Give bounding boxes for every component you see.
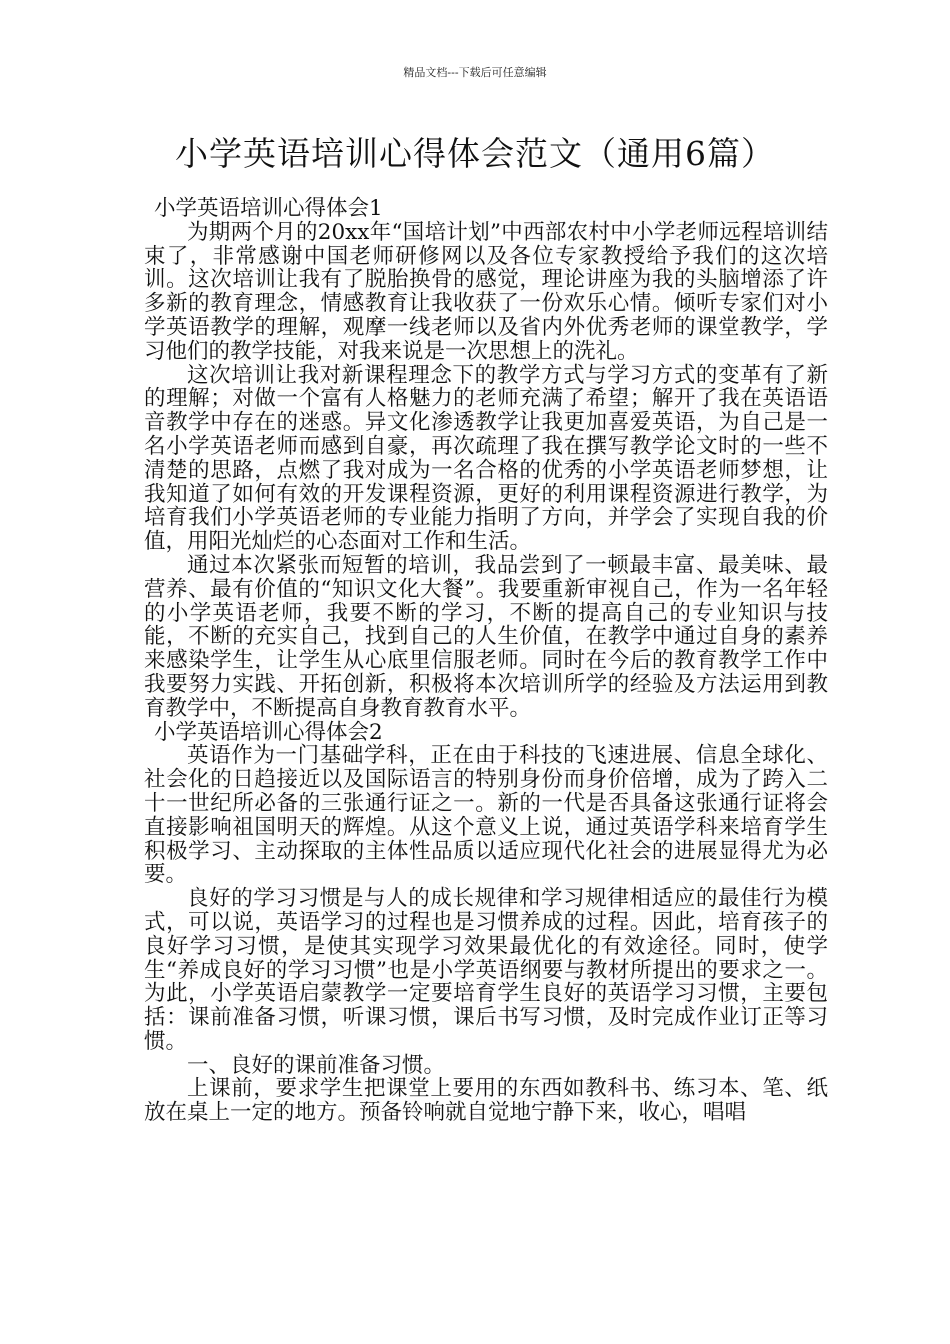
header-note: 精品文档---下载后可任意编辑 bbox=[403, 66, 547, 79]
paragraph: 良好的学习习惯是与人的成长规律和学习规律相适应的最佳行为模式，可以说，英语学习的过程也是习惯养成的过程。因此，培育孩子的良好学习习惯，是使其实现学习效果最优化的有效途径。同时，使学生“养成良好的学习习惯”也是小学英语纲要与教材所提出的要求之一。为此，小学英语启蒙教学一定要培育学生良好的英语学习习惯，主要包括：课前准备习惯，听课习惯，课后书写习惯，及时完成作业订正等习惯。 bbox=[144, 886, 828, 1054]
document-body bbox=[144, 197, 828, 1125]
paragraph: 这次培训让我对新课程理念下的教学方式与学习方式的变革有了新的理解；对做一个富有人格魅力的老师充满了希望；解开了我在英语语音教学中存在的迷惑。异文化渗透教学让我更加喜爱英语，为自己是一名小学英语老师而感到自豪，再次疏理了我在撰写教学论文时的一些不清楚的思路，点燃了我对成为一名合格的优秀的小学英语老师梦想，让我知道了如何有效的开发课程资源，更好的利用课程资源进行教学，为培育我们小学英语老师的专业能力指明了方向，并学会了实现自我的价值，用阳光灿烂的心态面对工作和生活。 bbox=[144, 362, 828, 555]
paragraph: 为期两个月的20xx年“国培计划”中西部农村中小学老师远程培训结束了，非常感谢中国老师研修网以及各位专家教授给予我们的这次培训。这次培训让我有了脱胎换骨的感觉，理论讲座为我的头脑增添了许多新的教育理念，情感教育让我收获了一份欢乐心情。倾听专家们对小学英语教学的理解，观摩一线老师以及省内外优秀老师的课堂教学，学习他们的教学技能，对我来说是一次思想上的洗礼。 bbox=[144, 219, 828, 364]
section-heading-1: 小学英语培训心得体会1 bbox=[154, 196, 383, 221]
document-title: 小学英语培训心得体会范文（通用6篇） bbox=[175, 134, 775, 173]
paragraph: 上课前，要求学生把课堂上要用的东西如教科书、练习本、笔、纸放在桌上一定的地方。预备铃响就自觉地宁静下来，收心，唱唱 bbox=[144, 1076, 828, 1126]
paragraph: 英语作为一门基础学科，正在由于科技的飞速进展、信息全球化、社会化的日趋接近以及国际语言的特别身份而身价倍增，成为了跨入二十一世纪所必备的三张通行证之一。新的一代是否具备这张通行证将会直接影响祖国明天的辉煌。从这个意义上说，通过英语学科来培育学生积极学习、主动探取的主体性品质以适应现代化社会的进展显得尤为必要。 bbox=[144, 743, 828, 888]
section-heading-2: 小学英语培训心得体会2 bbox=[154, 719, 383, 745]
paragraph: 通过本次紧张而短暂的培训，我品尝到了一顿最丰富、最美味、最营养、最有价值的“知识文化大餐”。我要重新审视自己，作为一名年轻的小学英语老师，我要不断的学习，不断的提高自己的专业知识与技能，不断的充实自己，找到自己的人生价值，在教学中通过自身的素养来感染学生，让学生从心底里信服老师。同时在今后的教育教学工作中我要努力实践、开拓创新，积极将本次培训所学的经验及方法运用到教育教学中，不断提高自身教育教育水平。 bbox=[144, 552, 828, 721]
subheading-paragraph: 一、良好的课前准备习惯。 bbox=[187, 1052, 446, 1078]
